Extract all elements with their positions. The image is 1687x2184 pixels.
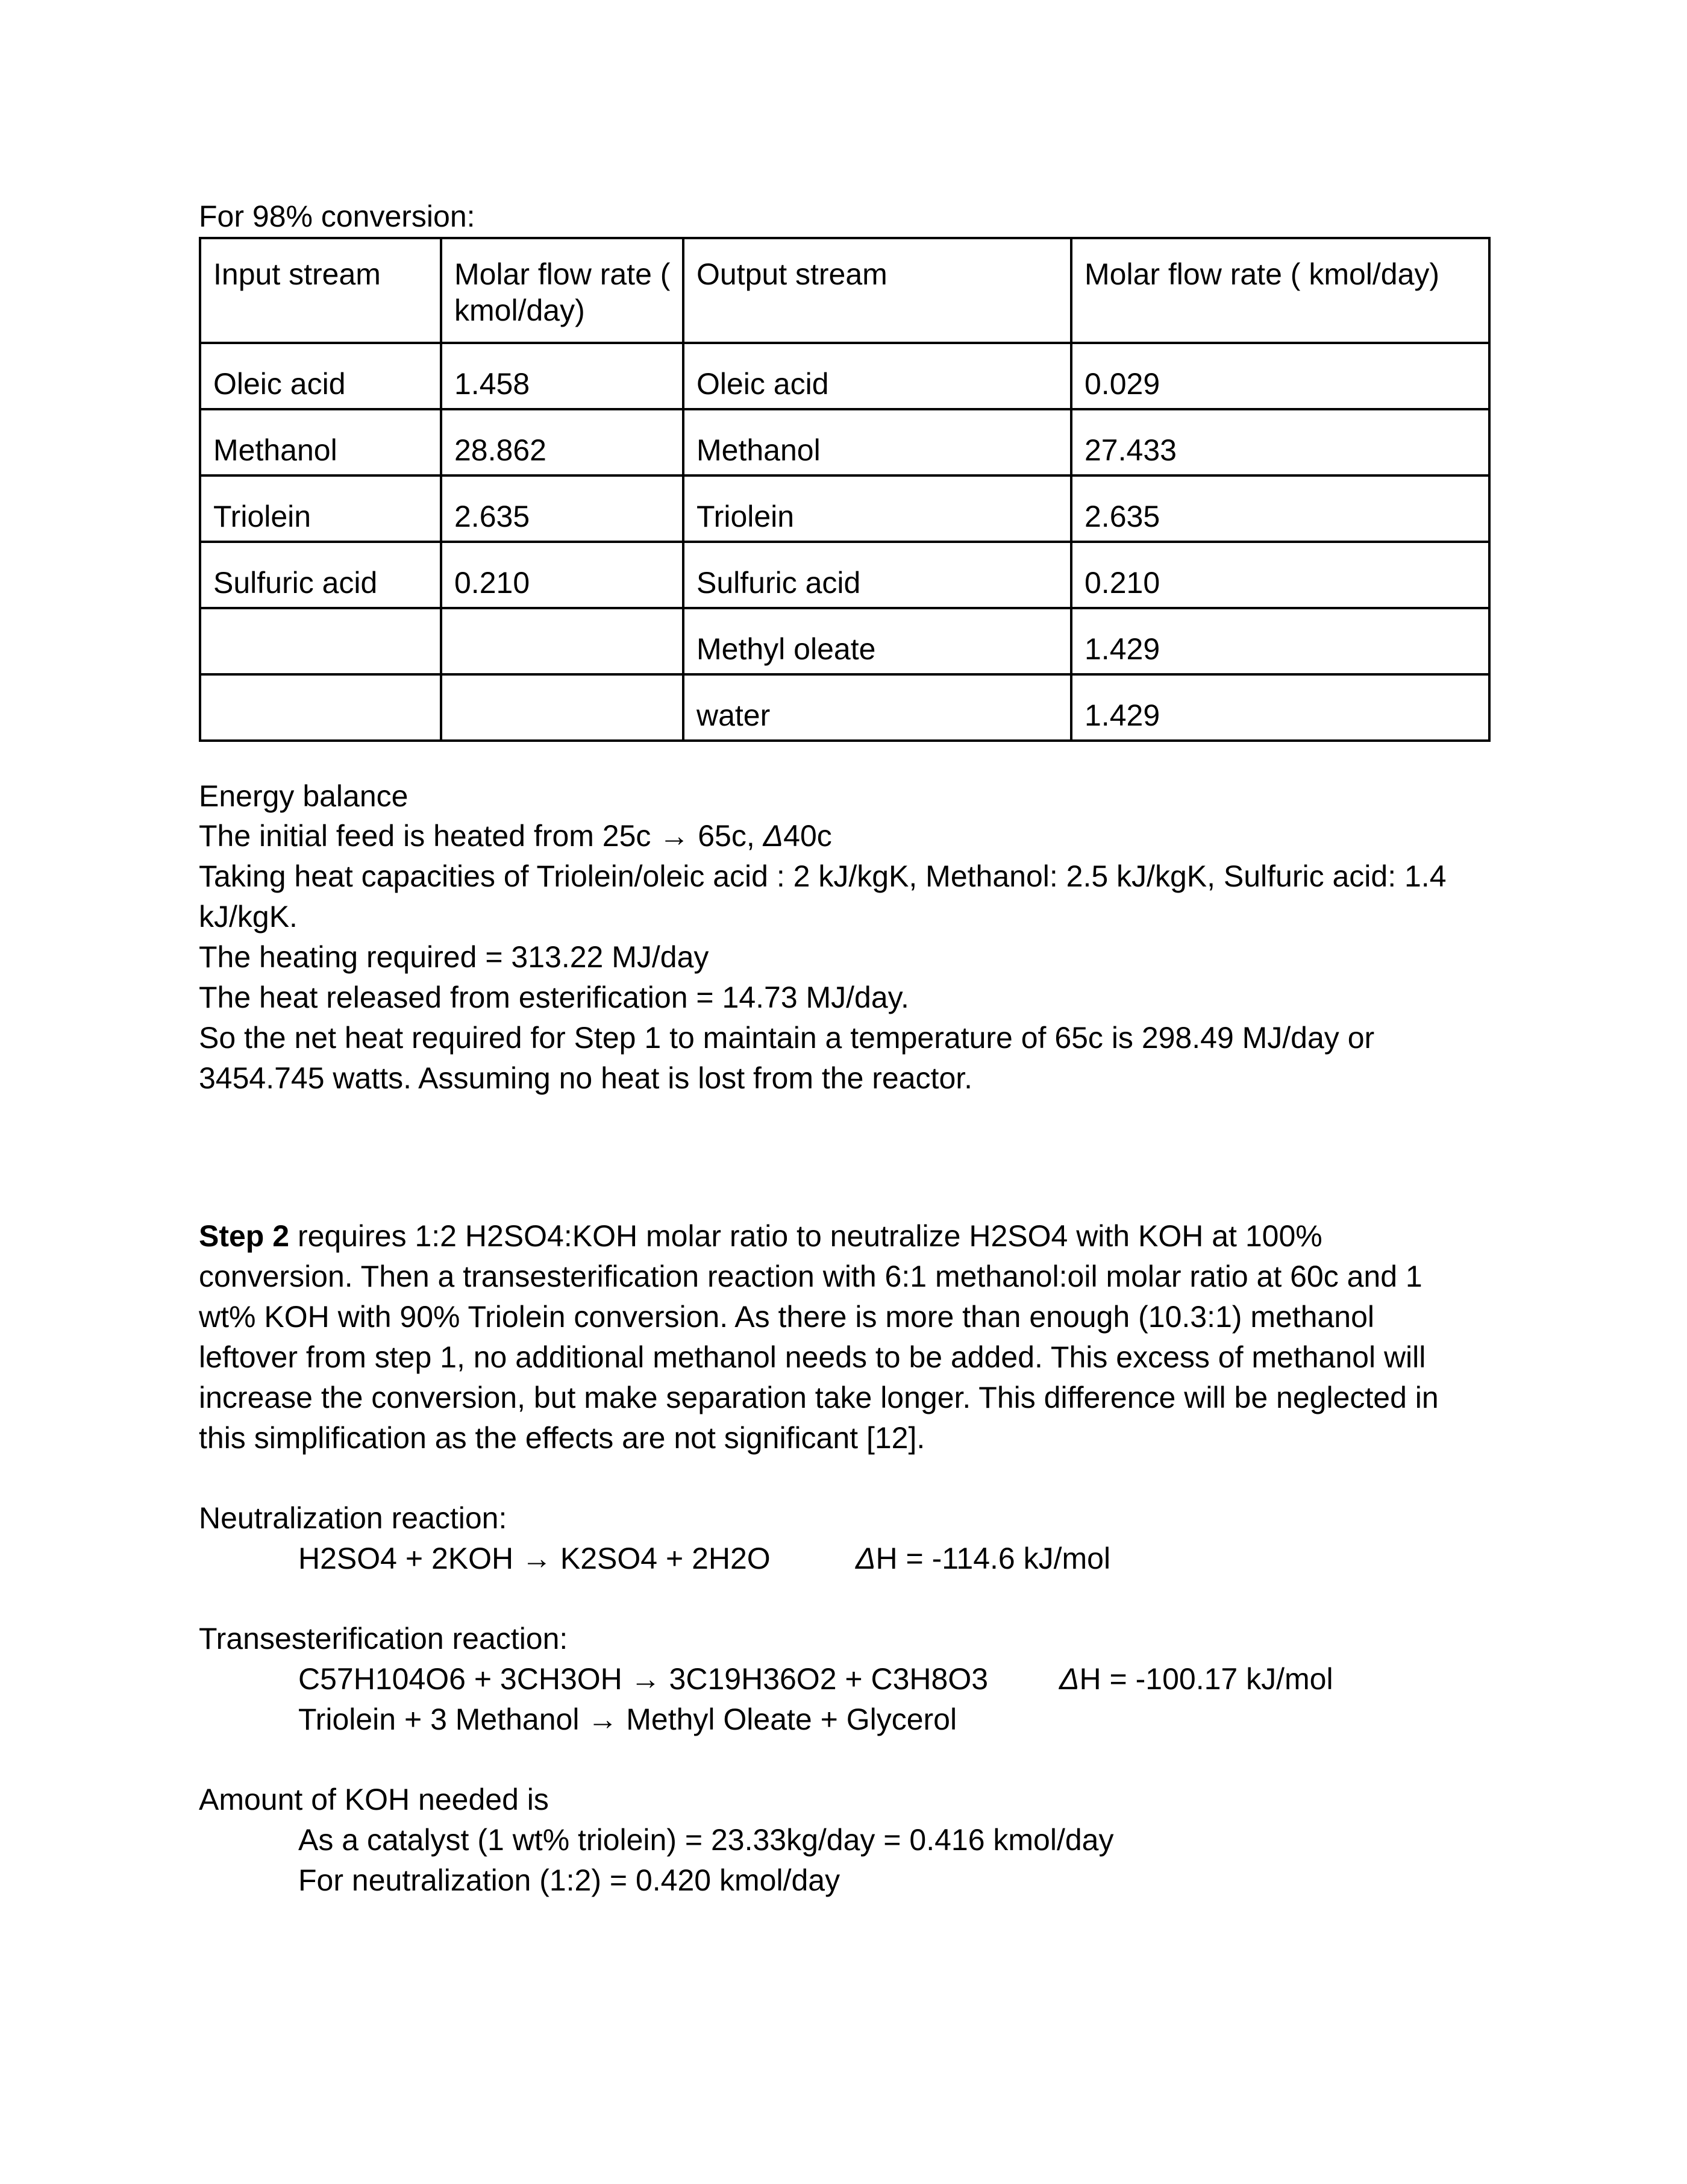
table-cell: 1.458 [441, 343, 683, 409]
paragraph-line: 3454.745 watts. Assuming no heat is lost from the reactor. [199, 1061, 973, 1095]
table-cell: Sulfuric acid [683, 542, 1071, 608]
table-cell: 0.210 [1071, 542, 1489, 608]
koh-neutralization-line: For neutralization (1:2) = 0.420 kmol/day [298, 1863, 840, 1897]
transesterification-word-equation: Triolein + 3 Methanol → Methyl Oleate + Glycerol [298, 1702, 957, 1736]
table-cell: 28.862 [441, 409, 683, 475]
table-row [200, 542, 1489, 608]
paragraph-line: The heating required = 313.22 MJ/day [199, 940, 709, 974]
table-cell [441, 608, 683, 674]
table-cell: Methyl oleate [683, 608, 1071, 674]
delta-symbol: Δ [856, 1542, 876, 1575]
neutralization-equation: H2SO4 + 2KOH → K2SO4 + 2H2O [298, 1542, 771, 1575]
step-label: Step 2 [199, 1219, 290, 1253]
table-cell: 0.029 [1071, 343, 1489, 409]
table-cell: water [683, 674, 1071, 741]
neutralization-heading: Neutralization reaction: [199, 1501, 507, 1535]
transesterification-enthalpy [1059, 1664, 1333, 1694]
koh-heading: Amount of KOH needed is [199, 1783, 549, 1816]
delta-symbol: Δ [1059, 1662, 1080, 1696]
table-cell: Sulfuric acid [200, 542, 441, 608]
paragraph-line: So the net heat required for Step 1 to maintain a temperature of 65c is 298.49 MJ/day or [199, 1021, 1375, 1055]
table-cell: Oleic acid [200, 343, 441, 409]
paragraph-line [199, 1221, 1322, 1251]
table-row [200, 343, 1489, 409]
neutralization-enthalpy [856, 1543, 1110, 1574]
table-header-row [200, 238, 1489, 343]
column-header: Input stream [200, 238, 441, 343]
energy-balance-heading: Energy balance [199, 779, 408, 813]
table-row [200, 475, 1489, 542]
koh-catalyst-line: As a catalyst (1 wt% triolein) = 23.33kg/day = 0.416 kmol/day [298, 1823, 1114, 1857]
table-cell: Oleic acid [683, 343, 1071, 409]
table-cell: 2.635 [441, 475, 683, 542]
paragraph-line: The heat released from esterification = 14.73 MJ/day. [199, 981, 909, 1014]
table-cell: 2.635 [1071, 475, 1489, 542]
column-header: Molar flow rate ( kmol/day) [1071, 238, 1489, 343]
transesterification-equation: C57H104O6 + 3CH3OH → 3C19H36O2 + C3H8O3 [298, 1662, 989, 1696]
paragraph-line: conversion. Then a transesterification reaction with 6:1 methanol:oil molar ratio at 60c and 1 [199, 1260, 1423, 1293]
text-span: requires 1:2 H2SO4:KOH molar ratio to neutralize H2SO4 with KOH at 100% [289, 1219, 1322, 1253]
text-span: 40c [783, 819, 832, 853]
table-cell: 0.210 [441, 542, 683, 608]
table-cell: Methanol [683, 409, 1071, 475]
text-span: H = -114.6 kJ/mol [875, 1542, 1111, 1575]
column-header: Molar flow rate ( kmol/day) [441, 238, 683, 343]
paragraph-line: increase the conversion, but make separation take longer. This difference will be neglected in [199, 1381, 1439, 1414]
table-cell: 1.429 [1071, 608, 1489, 674]
paragraph-line: kJ/kgK. [199, 900, 298, 934]
delta-symbol: Δ [763, 819, 784, 853]
table-cell: Triolein [683, 475, 1071, 542]
table-cell: Triolein [200, 475, 441, 542]
transesterification-heading: Transesterification reaction: [199, 1622, 568, 1655]
table-cell [200, 608, 441, 674]
table-caption: For 98% conversion: [199, 199, 475, 233]
paragraph-line: leftover from step 1, no additional methanol needs to be added. This excess of methanol will [199, 1340, 1426, 1374]
table-cell [200, 674, 441, 741]
table-cell: 1.429 [1071, 674, 1489, 741]
paragraph-line [199, 821, 832, 851]
paragraph-line: wt% KOH with 90% Triolein conversion. As there is more than enough (10.3:1) methanol [199, 1300, 1375, 1334]
table-row [200, 608, 1489, 674]
text-span: H = -100.17 kJ/mol [1079, 1662, 1333, 1696]
molar-flow-table [199, 237, 1491, 742]
text-span: The initial feed is heated from 25c → 65c, [199, 819, 763, 853]
table-cell: 27.433 [1071, 409, 1489, 475]
table-row [200, 409, 1489, 475]
table-row [200, 674, 1489, 741]
table-cell: Methanol [200, 409, 441, 475]
table-cell [441, 674, 683, 741]
paragraph-line: Taking heat capacities of Triolein/oleic acid : 2 kJ/kgK, Methanol: 2.5 kJ/kgK, Sulfuric acid: 1.4 [199, 859, 1447, 893]
paragraph-line: this simplification as the effects are not significant [12]. [199, 1421, 925, 1455]
column-header: Output stream [683, 238, 1071, 343]
